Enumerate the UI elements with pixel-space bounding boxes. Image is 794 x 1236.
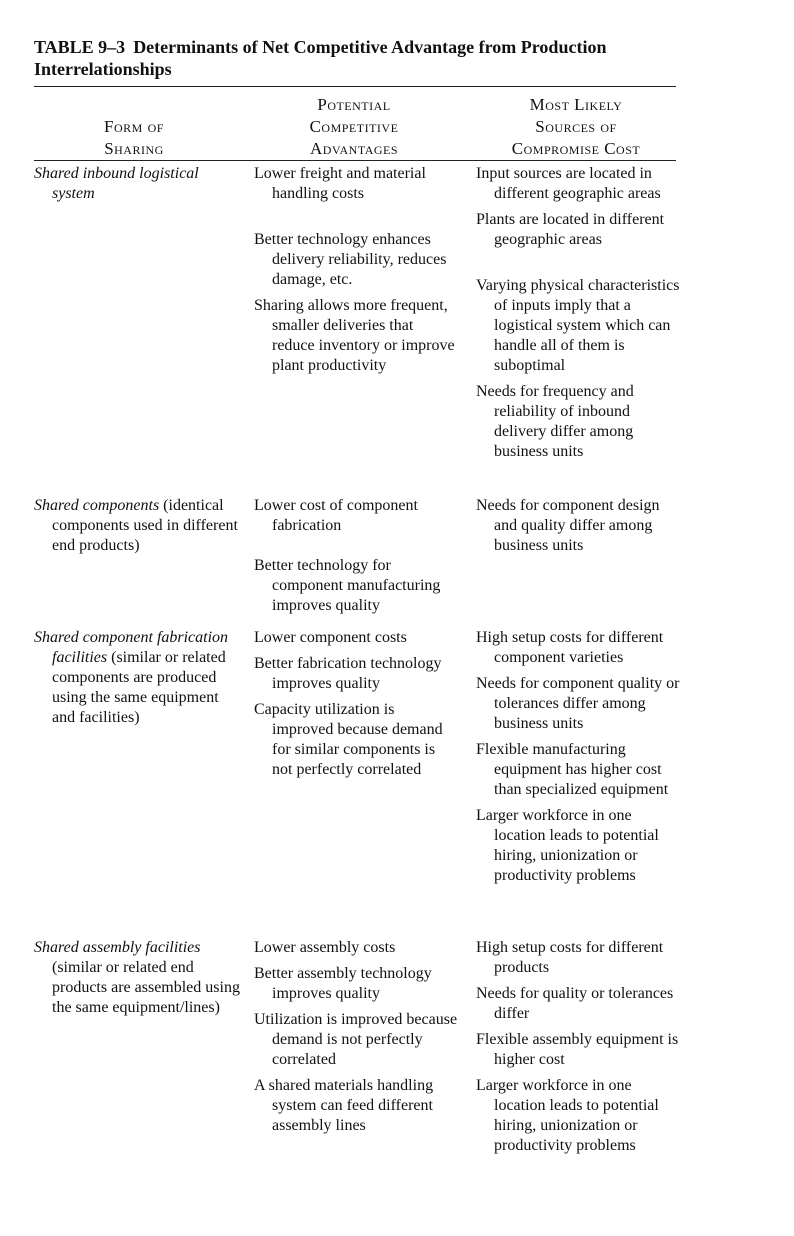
header-rule <box>34 160 676 161</box>
advantage-item: Utilization is improved because demand is not perfectly correlated <box>254 1011 458 1068</box>
row-advantages-inbound <box>254 164 458 376</box>
cost-item: Needs for frequency and reliability of inbound delivery differ among business units <box>476 383 634 460</box>
row-advantages-assembly <box>254 938 458 1136</box>
cost-item: Needs for quality or tolerances differ <box>476 985 674 1022</box>
cost-item: Flexible assembly equipment is higher cost <box>476 1031 679 1068</box>
form-desc: (similar or related end products are assembled using the same equipment/lines) <box>52 959 240 1016</box>
cost-item: Larger workforce in one location leads to potential hiring, unionization or productivity problems <box>476 807 659 884</box>
form-name: Shared assembly facilities <box>34 939 201 956</box>
row-costs-components <box>476 496 682 556</box>
table-title: Determinants of Net Competitive Advantage from Production Interrelationships <box>34 37 607 79</box>
header-line: Sharing <box>104 139 164 158</box>
header-line: Most Likely <box>529 95 623 114</box>
cost-item: High setup costs for different component varieties <box>476 629 664 666</box>
advantage-item: A shared materials handling system can feed different assembly lines <box>254 1077 434 1134</box>
form-name: Shared component fabrication facilities <box>34 629 229 666</box>
row-form-shared-inbound-logistics <box>34 164 232 204</box>
row-form-shared-fabrication <box>34 628 240 728</box>
table-caption <box>34 36 684 80</box>
row-form-shared-assembly <box>34 938 240 1018</box>
advantage-item: Lower component costs <box>254 629 407 646</box>
advantage-item: Better technology enhances delivery reliability, reduces damage, etc. <box>254 231 447 288</box>
form-desc: (identical components used in different end products) <box>52 497 238 554</box>
advantage-item: Sharing allows more frequent, smaller deliveries that reduce inventory or improve plant productivity <box>254 297 455 374</box>
header-line: Advantages <box>309 139 399 158</box>
cost-item: High setup costs for different products <box>476 939 664 976</box>
row-costs-inbound <box>476 164 682 462</box>
header-line: Competitive <box>309 117 399 136</box>
header-form-of-sharing <box>34 116 234 160</box>
advantage-item: Better technology for component manufacturing improves quality <box>254 557 441 614</box>
cost-item: Flexible manufacturing equipment has higher cost than specialized equipment <box>476 741 669 798</box>
advantage-item: Capacity utilization is improved because demand for similar components is not perfectly correlated <box>254 701 443 778</box>
row-form-shared-components <box>34 496 240 556</box>
row-costs-fabrication <box>476 628 682 886</box>
header-compromise-cost <box>476 94 676 160</box>
header-line: Potential <box>317 95 391 114</box>
form-name: Shared components <box>34 497 160 514</box>
cost-item: Larger workforce in one location leads to potential hiring, unionization or productivity problems <box>476 1077 659 1154</box>
row-advantages-components <box>254 496 458 616</box>
advantage-item: Lower cost of component fabrication <box>254 497 418 534</box>
advantage-item: Better assembly technology improves quality <box>254 965 432 1002</box>
cost-item: Plants are located in different geographic areas <box>476 211 665 248</box>
cost-item: Input sources are located in different geographic areas <box>476 165 661 202</box>
form-desc: (similar or related components are produced using the same equipment and facilities) <box>52 649 226 726</box>
advantage-item: Lower freight and material handling costs <box>254 165 426 202</box>
advantage-item: Better fabrication technology improves quality <box>254 655 442 692</box>
table-number: TABLE 9–3 <box>34 37 126 57</box>
advantage-item: Lower assembly costs <box>254 939 396 956</box>
cost-item: Needs for component quality or tolerances differ among business units <box>476 675 680 732</box>
cost-item: Varying physical characteristics of inputs imply that a logistical system which can handle all of them is suboptimal <box>476 277 680 374</box>
header-line: Sources of <box>535 117 617 136</box>
header-line: Form of <box>104 117 164 136</box>
cost-item: Needs for component design and quality differ among business units <box>476 497 660 554</box>
form-name: Shared inbound logistical system <box>34 165 199 202</box>
header-line: Compromise Cost <box>511 139 641 158</box>
row-advantages-fabrication <box>254 628 458 780</box>
header-potential-advantages <box>254 94 454 160</box>
row-costs-assembly <box>476 938 682 1156</box>
top-rule <box>34 86 676 87</box>
